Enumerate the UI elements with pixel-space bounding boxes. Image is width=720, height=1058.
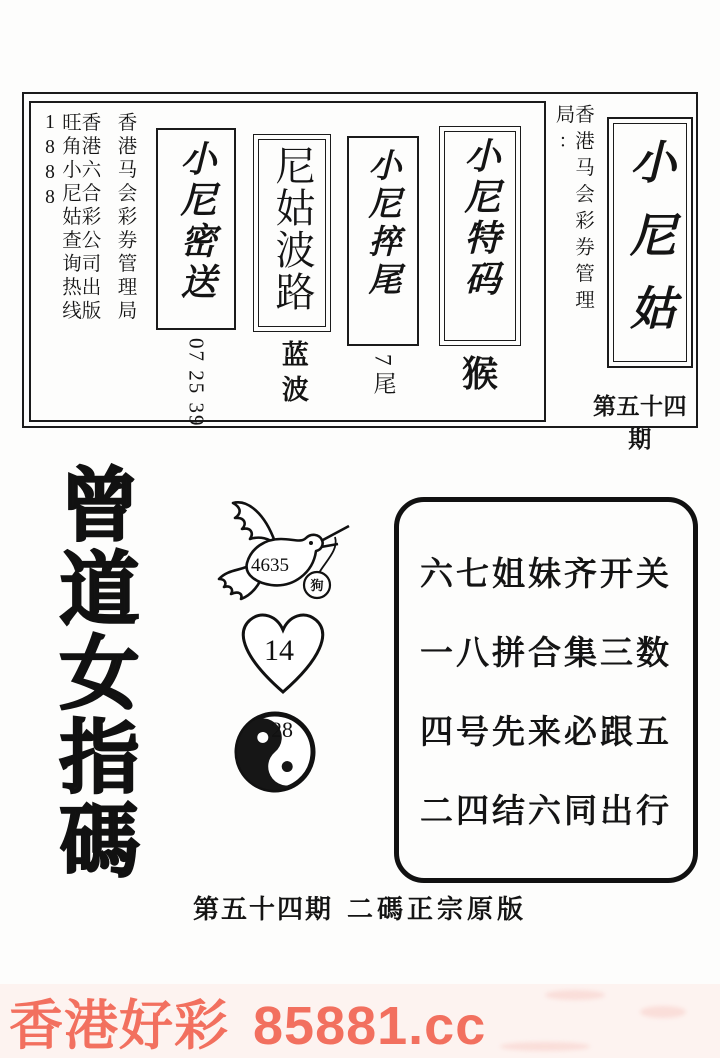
tip-box-bolu-frame <box>253 134 331 332</box>
heart-icon <box>229 597 337 699</box>
masthead-box <box>607 117 693 368</box>
tip-box-tema <box>439 126 521 394</box>
bottom-caption <box>0 889 720 926</box>
yinyang-icon <box>231 706 319 796</box>
publisher-column: 香港六合彩公司出版 <box>78 112 100 324</box>
footer-url: 85881.cc <box>253 995 487 1056</box>
footer-smudge <box>500 1042 590 1051</box>
tip-box-misong-numbers: 07 25 39 <box>184 338 209 428</box>
tip-box-misong <box>156 128 236 428</box>
hotline-column: 旺角小尼姑查询热线1888 <box>39 112 80 324</box>
tip-box-tema-frame <box>439 126 521 346</box>
footer-bar <box>0 984 720 1058</box>
tip-box-misong-title: 小尼密送 <box>175 140 217 304</box>
footer-smudge <box>545 990 605 1000</box>
tip-box-zuowei-value <box>372 354 395 401</box>
tip-box-zuowei-suffix: 尾 <box>370 371 396 401</box>
tip-box-bolu-title: 尼姑波路 <box>270 145 315 313</box>
caption-edition: 二碼正宗原版 <box>347 895 528 925</box>
masthead-title: 小尼姑 <box>623 138 677 357</box>
heart-number-label: 14 <box>264 634 294 667</box>
tip-box-zuowei-title: 小尼捽尾 <box>363 148 403 300</box>
authority-column-right: 香港马会彩券管理局: <box>552 104 593 316</box>
tip-box-tema-value: 猴 <box>461 353 498 394</box>
tip-box-zuowei-number: 7 <box>370 354 396 372</box>
tip-box-misong-frame <box>156 128 236 330</box>
caption-issue: 第五十四期 <box>192 894 333 924</box>
tip-box-bolu <box>253 134 331 410</box>
verse-line-1: 六七姐妹齐开关 <box>420 554 672 593</box>
dove-icon <box>213 484 353 606</box>
footer-text <box>0 983 486 1058</box>
verse-line-2: 一八拼合集三数 <box>420 633 672 672</box>
tip-box-bolu-value: 蓝波 <box>277 340 308 410</box>
verse-box <box>394 497 698 883</box>
footer-smudge <box>640 1006 686 1018</box>
dove-number-label: 4635 <box>251 555 289 576</box>
verse-line-4: 二四结六同出行 <box>420 791 672 830</box>
main-vertical-title: 曾道女指碼 <box>48 463 137 883</box>
pendant-zodiac-label: 狗 <box>310 578 324 593</box>
tip-box-zuowei <box>347 136 419 401</box>
dove-eye <box>309 541 313 545</box>
verse-line-3: 四号先来必跟五 <box>420 712 672 751</box>
footer-brand: 香港好彩 <box>9 995 229 1056</box>
dove-wing <box>233 502 276 545</box>
tip-box-zuowei-frame <box>347 136 419 346</box>
tip-box-tema-title: 小尼特码 <box>459 137 501 301</box>
header-issue-number: 第五十四期 <box>593 393 687 452</box>
authority-column-left: 香港马会彩券管理局 <box>114 112 136 324</box>
masthead-box-inner <box>613 123 687 362</box>
yinyang-number-label: 28 <box>271 717 293 742</box>
